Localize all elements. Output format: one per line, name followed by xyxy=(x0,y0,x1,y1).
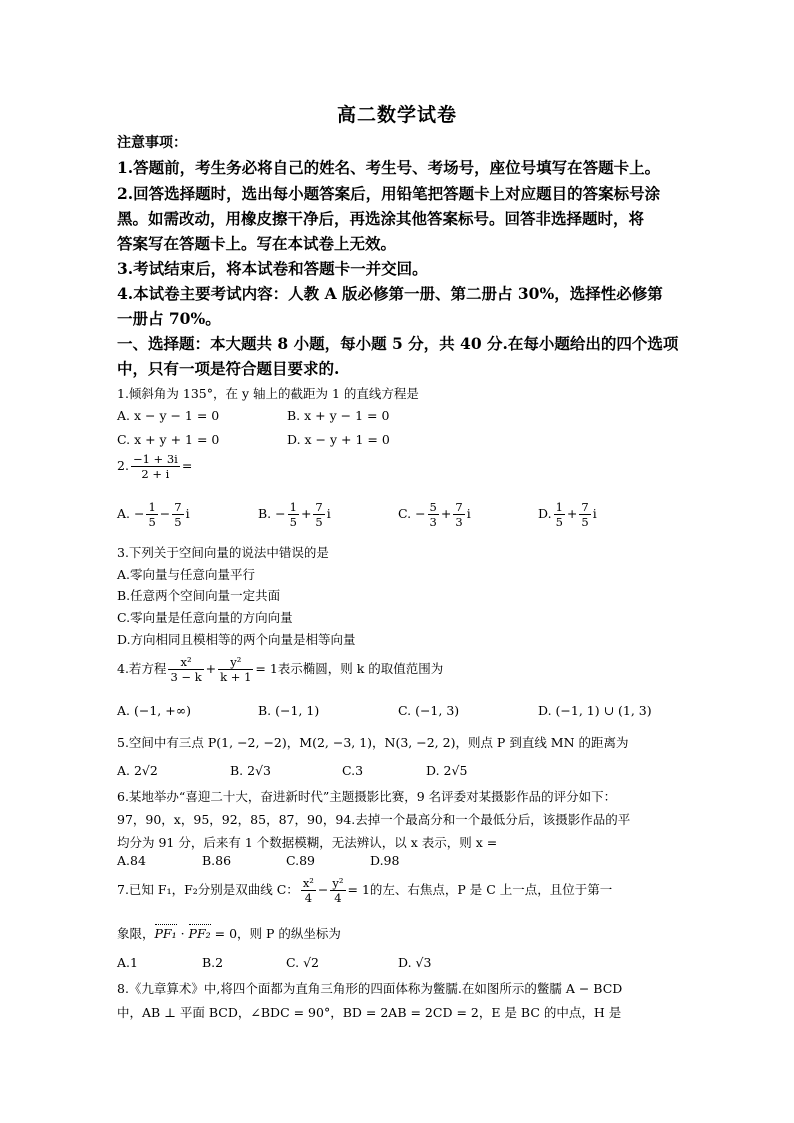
q3-option-a: A.零向量与任意向量平行 xyxy=(117,567,256,582)
note-3: 3.考试结束后，将本试卷和答题卡一并交回。 xyxy=(117,259,428,278)
q2-option-a: A. − $\frac{1}{5}$ − $\frac{7}{5}$ i xyxy=(117,500,190,529)
exam-title: 高二数学试卷 xyxy=(336,104,457,126)
q2-stem xyxy=(117,452,192,481)
q4-option-c: C. (−1, 3) xyxy=(398,703,460,718)
q4-option-d: D. (−1, 1) ∪ (1, 3) xyxy=(538,703,652,718)
q4-option-a: A. (−1, +∞) xyxy=(117,703,191,718)
q4-stem: 4.若方程 $\frac{\text{x²}}{3 - k}$ + $\frac{\text{y²}}{k + 1}$ = 1表示椭圆，则 k 的取值范围为 xyxy=(117,655,444,684)
notes-heading: 注意事项： xyxy=(117,135,187,151)
q3-option-c: C.零向量是任意向量的方向向量 xyxy=(117,610,293,625)
q4-option-b: B. (−1, 1) xyxy=(258,703,320,718)
q7-line-1: 7.已知 F₁，F₂分别是双曲线 C： $\frac{\text{x²}}{4}$ − $\frac{\text{y²}}{4}$ = 1的左、右焦点，P 是 C 上一点，且位于第一 xyxy=(117,876,613,905)
q5-option-b: B. 2√3 xyxy=(230,763,272,778)
q3-option-b: B.任意两个空间向量一定共面 xyxy=(117,588,281,603)
q6-line-1: 6.某地举办“喜迎二十大，奋进新时代”主题摄影比赛，9 名评委对某摄影作品的评分如下： xyxy=(117,789,617,804)
q6-option-d: D.98 xyxy=(370,853,400,868)
q2-option-b: B. − $\frac{1}{5}$ + $\frac{7}{5}$ i xyxy=(258,500,331,529)
q2-option-d: D. $\frac{1}{5}$ + $\frac{7}{5}$ i xyxy=(538,500,597,529)
section-heading-line-1: 一、选择题：本大题共 8 小题，每小题 5 分，共 40 分.在每小题给出的四个选项 xyxy=(117,334,679,353)
note-2-line-1: 2.回答选择题时，选出每小题答案后，用铅笔把答题卡上对应题目的答案标号涂 xyxy=(117,184,661,203)
q1-option-c: C. x + y + 1 = 0 xyxy=(117,432,220,447)
q2-label: 2. xyxy=(117,458,129,473)
note-2-line-2: 黑。如需改动，用橡皮擦干净后，再选涂其他答案标号。回答非选择题时，将 xyxy=(117,209,645,228)
q1-option-d: D. x − y + 1 = 0 xyxy=(287,432,390,447)
note-1: 1.答题前，考生务必将自己的姓名、考生号、考场号，座位号填写在答题卡上。 xyxy=(117,158,661,177)
q1-option-a: A. x − y − 1 = 0 xyxy=(117,408,220,423)
q6-line-3: 均分为 91 分，后来有 1 个数据模糊，无法辨认，以 x 表示，则 x = xyxy=(117,835,498,850)
q5-option-a: A. 2√2 xyxy=(117,763,158,778)
q6-option-a: A.84 xyxy=(117,853,146,868)
q2-numerator: −1 + 3i xyxy=(132,452,178,466)
vector-pf2: PF₂ xyxy=(188,926,211,941)
q2-fraction xyxy=(131,452,180,481)
q6-option-c: C.89 xyxy=(286,853,315,868)
note-2-line-3: 答案写在答题卡上。写在本试卷上无效。 xyxy=(117,234,397,253)
q7-option-a: A.1 xyxy=(117,955,138,970)
note-4-line-2: 一册占 70%。 xyxy=(117,309,221,328)
q6-line-2: 97，90，x，95，92，85，87，90，94.去掉一个最高分和一个最低分后，该摄影作品的平 xyxy=(117,812,631,827)
q7-option-c: C. √2 xyxy=(286,955,319,970)
q8-line-2: 中，AB ⊥ 平面 BCD，∠BDC = 90°，BD = 2AB = 2CD = 2，E 是 BC 的中点，H 是 xyxy=(117,1005,622,1020)
q7-option-d: D. √3 xyxy=(398,955,432,970)
q6-option-b: B.86 xyxy=(202,853,232,868)
section-heading-line-2: 中，只有一项是符合题目要求的. xyxy=(117,359,340,378)
q2-equals: = xyxy=(181,458,193,473)
note-4-line-1: 4.本试卷主要考试内容：人教 A 版必修第一册、第二册占 30%，选择性必修第 xyxy=(117,284,663,303)
q5-option-d: D. 2√5 xyxy=(426,763,468,778)
q3-option-d: D.方向相同且模相等的两个向量是相等向量 xyxy=(117,632,356,647)
q7-line-2: 象限，PF₁ · PF₂ = 0，则 P 的纵坐标为 xyxy=(117,926,341,941)
q5-option-c: C.3 xyxy=(342,763,364,778)
q8-line-1: 8.《九章算术》中,将四个面都为直角三角形的四面体称为鳖臑.在如图所示的鳖臑 A − BCD xyxy=(117,981,623,996)
q3-stem: 3.下列关于空间向量的说法中错误的是 xyxy=(117,545,329,560)
q2-denominator: 2 + i xyxy=(141,467,170,481)
q1-option-b: B. x + y − 1 = 0 xyxy=(287,408,390,423)
q1-stem: 1.倾斜角为 135°，在 y 轴上的截距为 1 的直线方程是 xyxy=(117,386,419,401)
q2-option-c: C. − $\frac{5}{3}$ + $\frac{7}{3}$ i xyxy=(398,500,471,529)
vector-pf1: PF₁ xyxy=(154,926,177,941)
q5-stem: 5.空间中有三点 P(1, −2, −2)，M(2, −3, 1)，N(3, −2, 2)，则点 P 到直线 MN 的距离为 xyxy=(117,735,629,750)
q7-option-b: B.2 xyxy=(202,955,224,970)
